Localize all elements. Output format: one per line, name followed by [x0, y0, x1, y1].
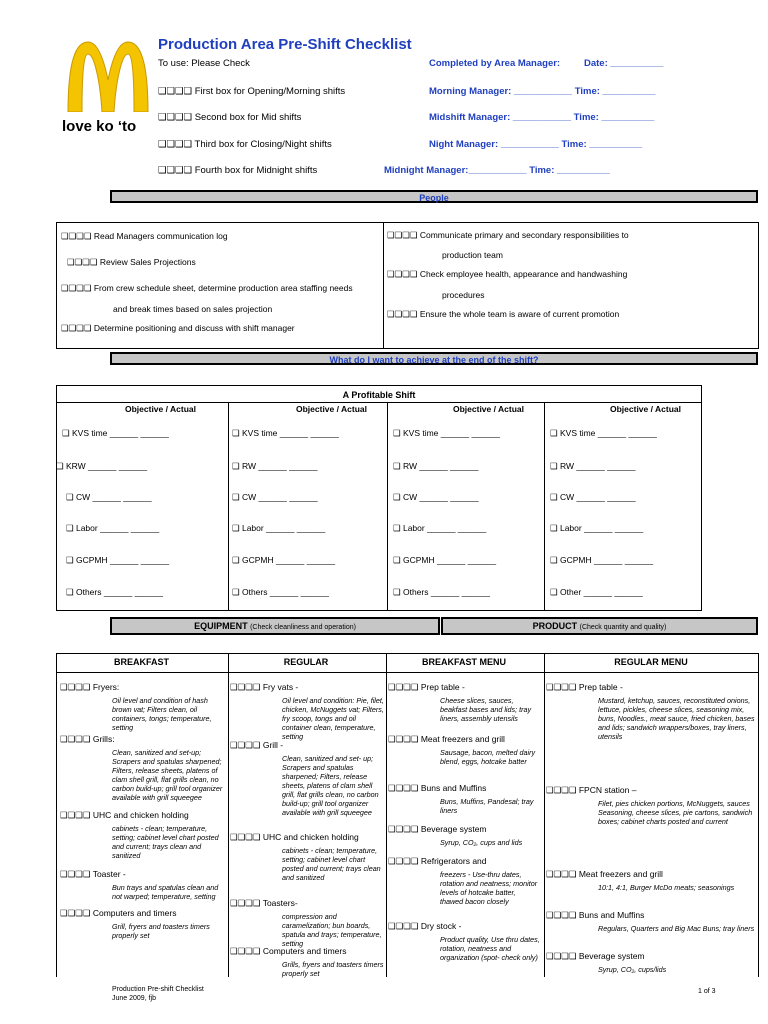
checklist-item[interactable] [60, 903, 226, 940]
col-header-breakfast: BREAKFAST [113, 657, 169, 667]
checklist-item-title: ❑❑❑❑ Fryers: [60, 682, 120, 692]
checklist-item-detail: Sausage, bacon, melted dairy blend, eggs, hotcake batter [440, 748, 536, 766]
product-note: (Check quantity and quality) [579, 624, 667, 631]
people-box [56, 222, 759, 349]
checklist-item[interactable] [388, 778, 540, 815]
people-item[interactable]: ❑❑❑❑ Check employee health, appearance and handwashing [387, 269, 628, 279]
checklist-item-title: ❑❑❑❑ Toasters- [230, 898, 298, 908]
checklist-item-detail: Syrup, CO₂, cups/lids [598, 965, 667, 974]
footer-page-number: 1 of 3 [698, 988, 716, 995]
product-title: PRODUCT [532, 621, 578, 631]
people-item[interactable]: ❑❑❑❑ Communicate primary and secondary responsibilities to [387, 230, 629, 240]
checklist-item-title: ❑❑❑❑ Meat freezers and grill [546, 869, 663, 879]
table-title: A Profitable Shift [342, 390, 416, 400]
people-item-cont: and break times based on sales projection [113, 304, 273, 314]
objective-actual-header: Objective / Actual [453, 404, 525, 414]
objective-row[interactable]: ❑ Labor ______ ______ [232, 523, 326, 533]
checklist-item-detail: 10:1, 4:1, Burger McDo meats; seasonings [598, 883, 735, 892]
checklist-item[interactable] [230, 677, 384, 741]
objective-row[interactable]: ❑ Others ______ ______ [232, 587, 329, 597]
morning-manager-field[interactable]: Morning Manager: ___________ Time: __________ [429, 86, 656, 97]
checklist-item[interactable] [388, 819, 540, 847]
people-item-cont: production team [442, 250, 503, 260]
checklist-item[interactable] [388, 916, 540, 962]
checklist-item[interactable] [546, 864, 756, 892]
date-field[interactable]: Date: __________ [584, 58, 664, 69]
equipment-title: EQUIPMENT [194, 621, 248, 631]
midshift-manager-field[interactable]: Midshift Manager: ___________ Time: __________ [429, 112, 655, 123]
checklist-item-detail: Bun trays and spatulas clean and not warped; temperature, setting [112, 883, 219, 901]
checklist-item[interactable] [388, 729, 540, 766]
footer-date: June 2009, fjb [112, 995, 156, 1002]
midnight-manager-field[interactable]: Midnight Manager:___________ Time: __________ [384, 165, 610, 176]
checklist-item-detail: Mustard, ketchup, sauces, reconstituted onions, lettuce, pickles, cheese slices, seasoning mix, buns, Noodles., meat sauce, fried chicken, bases and lids; sandwich wrappers/boxes, tray liners, utensils [598, 696, 755, 741]
checklist-item[interactable] [546, 946, 756, 974]
people-item[interactable]: ❑❑❑❑ Read Managers communication log [61, 231, 228, 241]
objective-row[interactable]: ❑ CW ______ ______ [550, 492, 636, 502]
checklist-item-detail: cabinets - clean; temperature, setting; cabinet level chart posted and current; trays clean and sanitized [112, 824, 219, 860]
checklist-item[interactable] [60, 729, 226, 802]
objective-row[interactable]: ❑ RW ______ ______ [550, 461, 636, 471]
checklist-item-title: ❑❑❑❑ FPCN station – [546, 785, 637, 795]
people-item[interactable]: ❑❑❑❑ Review Sales Projections [67, 257, 196, 267]
objective-row[interactable]: ❑ CW ______ ______ [66, 492, 152, 502]
objective-row[interactable]: ❑ CW ______ ______ [393, 492, 479, 502]
checklist-item[interactable] [230, 735, 384, 817]
objective-row[interactable]: ❑ CW ______ ______ [232, 492, 318, 502]
objective-row[interactable]: ❑ Others ______ ______ [66, 587, 163, 597]
col-header-breakfast-menu: BREAKFAST MENU [421, 657, 506, 667]
checklist-item[interactable] [546, 905, 756, 933]
objective-row[interactable]: ❑ Labor ______ ______ [66, 523, 160, 533]
checklist-item-title: ❑❑❑❑ Prep table - [546, 682, 623, 692]
product-bar [441, 617, 758, 635]
checklist-item[interactable] [60, 805, 226, 860]
people-bar: People [110, 190, 758, 203]
checklist-item-title: ❑❑❑❑ Buns and Muffins [546, 910, 645, 920]
checklist-item-title: ❑❑❑❑ Fry vats - [230, 682, 299, 692]
objective-row[interactable]: ❑ Labor ______ ______ [393, 523, 487, 533]
checklist-item-detail: Regulars, Quarters and Big Mac Buns; tray liners [598, 924, 755, 933]
people-item-cont: procedures [442, 290, 485, 300]
objective-actual-header: Objective / Actual [610, 404, 682, 414]
checklist-item-detail: Cheese slices, sauces, beakfast bases and lids; tray liners, assembly utensils [440, 696, 532, 723]
checklist-item-title: ❑❑❑❑ Toaster - [60, 869, 126, 879]
achieve-bar: What do I want to achieve at the end of the shift? [110, 352, 758, 365]
footer-doc-name: Production Pre-shift Checklist [112, 986, 204, 993]
checklist-item-detail: Buns, Muffins, Pandesal; tray liners [440, 797, 534, 815]
checklist-item-title: ❑❑❑❑ UHC and chicken holding [230, 832, 359, 842]
checklist-item-title: ❑❑❑❑ Prep table - [388, 682, 465, 692]
checklist-item-title: ❑❑❑❑ Buns and Muffins [388, 783, 487, 793]
objective-row[interactable]: ❑ GCPMH ______ ______ [66, 555, 170, 565]
objective-row[interactable]: ❑ Other ______ ______ [550, 587, 643, 597]
people-item[interactable]: ❑❑❑❑ From crew schedule sheet, determine production area staffing needs [61, 283, 353, 293]
checklist-item-title: ❑❑❑❑ Grills: [60, 734, 115, 744]
objective-actual-header: Objective / Actual [125, 404, 197, 414]
checklist-item[interactable] [230, 941, 384, 978]
checklist-item-detail: Grill, fryers and toasters timers properly set [112, 922, 210, 940]
checklist-item-detail: Oil level and condition of hash brown vat; Filters clean, oil containers, tongs; temperature, setting [112, 696, 212, 732]
shift-line-4: ❑❑❑❑ Fourth box for Midnight shifts [158, 165, 318, 176]
to-use-note: To use: Please Check [158, 58, 250, 69]
objective-row[interactable]: ❑ RW ______ ______ [232, 461, 318, 471]
night-manager-field[interactable]: Night Manager: ___________ Time: __________ [429, 139, 643, 150]
checklist-item[interactable] [546, 780, 756, 826]
checklist-item-detail: Clean, sanitized and set- up; Scrapers and spatulas sharpened; Filters, release sheets, platens of clam shell grill, flat grills clean, no carbon build-up; grill tool organizer available with grill squeegee [282, 754, 379, 817]
checklist-item-detail: Product quality, Use thru dates, rotation, neatness and organization (spot- check only) [440, 935, 540, 962]
objective-row[interactable]: ❑ KVS time ______ ______ [232, 428, 339, 438]
page-title: Production Area Pre-Shift Checklist [158, 36, 412, 53]
checklist-item-title: ❑❑❑❑ Beverage system [388, 824, 487, 834]
checklist-item[interactable] [388, 851, 540, 906]
checklist-item[interactable] [230, 827, 384, 882]
mcdonalds-logo [62, 38, 154, 138]
checklist-item[interactable] [388, 677, 540, 723]
golden-arches-icon [66, 40, 150, 112]
objective-row[interactable]: ❑ KVS time ______ ______ [393, 428, 500, 438]
checklist-item-detail: freezers - Use-thru dates, rotation and neatness; monitor levels of hotcake batter, thawed bacon closely [440, 870, 538, 906]
checklist-item-detail: Oil level and condition: Pie, filet, chicken, McNuggets vat; Filters, fry scoop, tongs and oil container clean, temperature, setting [282, 696, 384, 741]
completed-by-label: Completed by Area Manager: [429, 58, 561, 69]
objective-row[interactable]: ❑ Labor ______ ______ [550, 523, 644, 533]
checklist-item-title: ❑❑❑❑ Dry stock - [388, 921, 462, 931]
checklist-item-title: ❑❑❑❑ Beverage system [546, 951, 645, 961]
checklist-item[interactable] [546, 677, 756, 741]
equipment-bar [110, 617, 440, 635]
objective-row[interactable]: ❑ GCPMH ______ ______ [232, 555, 336, 565]
checklist-item-detail: Syrup, CO₂, cups and lids [440, 838, 523, 847]
checklist-item-title: ❑❑❑❑ Refrigerators and [388, 856, 487, 866]
checklist-item-title: ❑❑❑❑ Meat freezers and grill [388, 734, 505, 744]
checklist-item-detail: compression and caramelization; bun boards, spatula and trays; temperature, setting [282, 912, 382, 948]
checklist-item-title: ❑❑❑❑ Computers and timers [60, 908, 177, 918]
checklist-item-detail: Clean, sanitized and set-up; Scrapers and spatulas sharpened; Filters, release sheets, platens of clam shell grill, flat grills clean, no carbon build-up; grill tool organizer available with grill squeegee [112, 748, 223, 802]
objective-row[interactable]: ❑ GCPMH ______ ______ [393, 555, 497, 565]
objective-row[interactable]: ❑ Others ______ ______ [393, 587, 490, 597]
col-header-regular: REGULAR [283, 657, 329, 667]
shift-line-3: ❑❑❑❑ Third box for Closing/Night shifts [158, 139, 332, 150]
col-header-regular-menu: REGULAR MENU [614, 657, 688, 667]
people-item[interactable]: ❑❑❑❑ Determine positioning and discuss with shift manager [61, 323, 295, 333]
equipment-note: (Check cleanliness and operation) [250, 624, 356, 631]
objective-row[interactable]: ❑ RW ______ ______ [393, 461, 479, 471]
logo-tagline: love ko ‘to [62, 118, 137, 135]
checklist-item[interactable] [60, 677, 226, 732]
checklist-item-title: ❑❑❑❑ Computers and timers [230, 946, 347, 956]
objective-row[interactable]: ❑ KVS time ______ ______ [550, 428, 657, 438]
shift-line-1: ❑❑❑❑ First box for Opening/Morning shifts [158, 86, 346, 97]
checklist-item[interactable] [230, 893, 384, 948]
checklist-item-title: ❑❑❑❑ UHC and chicken holding [60, 810, 189, 820]
objective-row[interactable]: ❑ GCPMH ______ ______ [550, 555, 654, 565]
objective-row[interactable]: ❑ KRW ______ ______ [56, 461, 148, 471]
checklist-item-detail: Filet, pies chicken portions, McNuggets, sauces Seasoning, cheese slices, pie cartons, sandwich boxes; cabinet charts posted and current [598, 799, 753, 826]
objective-actual-header: Objective / Actual [296, 404, 368, 414]
people-item[interactable]: ❑❑❑❑ Ensure the whole team is aware of current promotion [387, 309, 620, 319]
checklist-item[interactable] [60, 864, 226, 901]
objective-row[interactable]: ❑ KVS time ______ ______ [62, 428, 169, 438]
shift-line-2: ❑❑❑❑ Second box for Mid shifts [158, 112, 302, 123]
checklist-item-title: ❑❑❑❑ Grill - [230, 740, 284, 750]
checklist-item-detail: Grills, fryers and toasters timers properly set [282, 960, 384, 978]
checklist-item-detail: cabinets - clean; temperature, setting; cabinet level chart posted and current; trays clean and sanitized [282, 846, 381, 882]
